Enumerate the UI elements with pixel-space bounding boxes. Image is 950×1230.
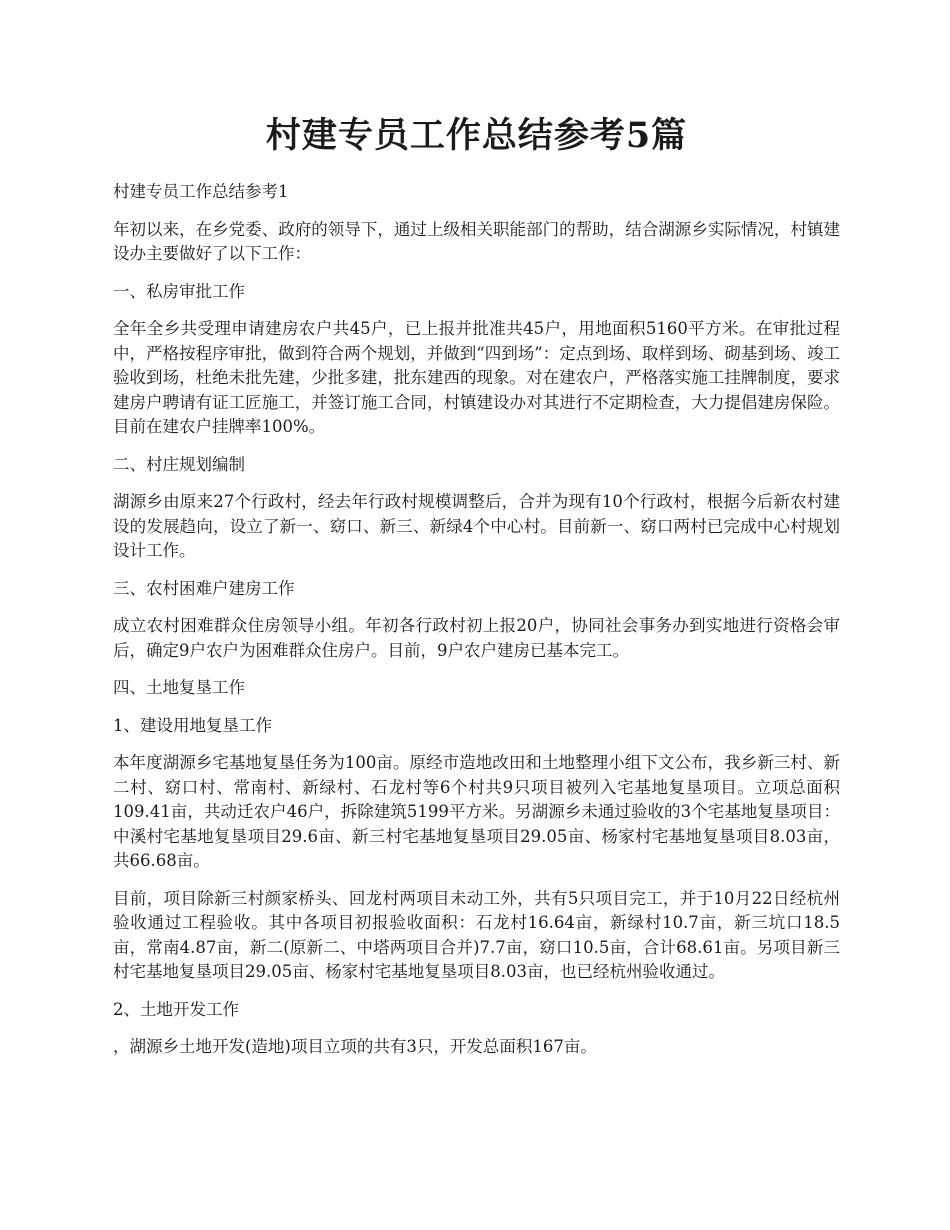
paragraph: 全年全乡共受理申请建房农户共45户，已上报并批准共45户，用地面积5160平方米。在审批过程中，严格按程序审批，做到符合两个规划，并做到“四到场”：定点到场、取样到场、砌基到场、竣工验收到场，杜绝未批先建，少批多建，批东建西的现象。对在建农户，严格落实施工挂牌制度，要求建房户聘请有证工匠施工，并签订施工合同，村镇建设办对其进行不定期检查，大力提倡建房保险。目前在建农户挂牌率100%。 [113,319,840,436]
subsection-heading: 1、建设用地复垦工作 [113,715,272,735]
paragraph: 湖源乡由原来27个行政村，经去年行政村规模调整后，合并为现有10个行政村，根据今后新农村建设的发展趋向，设立了新一、窈口、新三、新绿4个中心村。目前新一、窈口两村已完成中心村规划设计工作。 [113,492,840,560]
document-title: 村建专员工作总结参考5篇 [265,115,688,156]
paragraph: 本年度湖源乡宅基地复垦任务为100亩。原经市造地改田和土地整理小组下文公布，我乡新三村、新二村、窈口村、常南村、新绿村、石龙村等6个村共9只项目被列入宅基地复垦项目。立项总面积109.41亩，共动迁农户46户，拆除建筑5199平方米。另湖源乡未通过验收的3个宅基地复垦项目：中溪村宅基地复垦项目29.6亩、新三村宅基地复垦项目29.05亩、杨家村宅基地复垦项目8.03亩，共66.68亩。 [113,753,840,870]
subsection-heading: 2、土地开发工作 [113,999,239,1019]
subtitle-paragraph: 村建专员工作总结参考1 [113,182,289,201]
section-heading: 四、土地复垦工作 [113,678,245,697]
paragraph: 成立农村困难群众住房领导小组。年初各行政村初上报20户，协同社会事务办到实地进行资格会审后，确定9户农户为困难群众住房户。目前，9户农户建房已基本完工。 [113,616,840,660]
paragraph: ，湖源乡土地开发(造地)项目立项的共有3只，开发总面积167亩。 [113,1037,597,1056]
paragraph: 目前，项目除新三村颜家桥头、回龙村两项目未动工外，共有5只项目完工，并于10月22日经杭州验收通过工程验收。其中各项目初报验收面积：石龙村16.64亩，新绿村10.7亩，新三坑口18.5亩，常南4.87亩，新二(原新二、中塔两项目合并)7.7亩，窈口10.5亩，合计68.61亩。另项目新三村宅基地复垦项目29.05亩、杨家村宅基地复垦项目8.03亩，也已经杭州验收通过。 [113,888,840,981]
intro-paragraph: 年初以来，在乡党委、政府的领导下，通过上级相关职能部门的帮助，结合湖源乡实际情况，村镇建设办主要做好了以下工作： [113,219,840,263]
section-heading: 三、农村困难户建房工作 [113,578,295,598]
document-body [113,180,840,1073]
section-heading: 二、村庄规划编制 [113,454,245,474]
section-heading: 一、私房审批工作 [113,281,245,301]
